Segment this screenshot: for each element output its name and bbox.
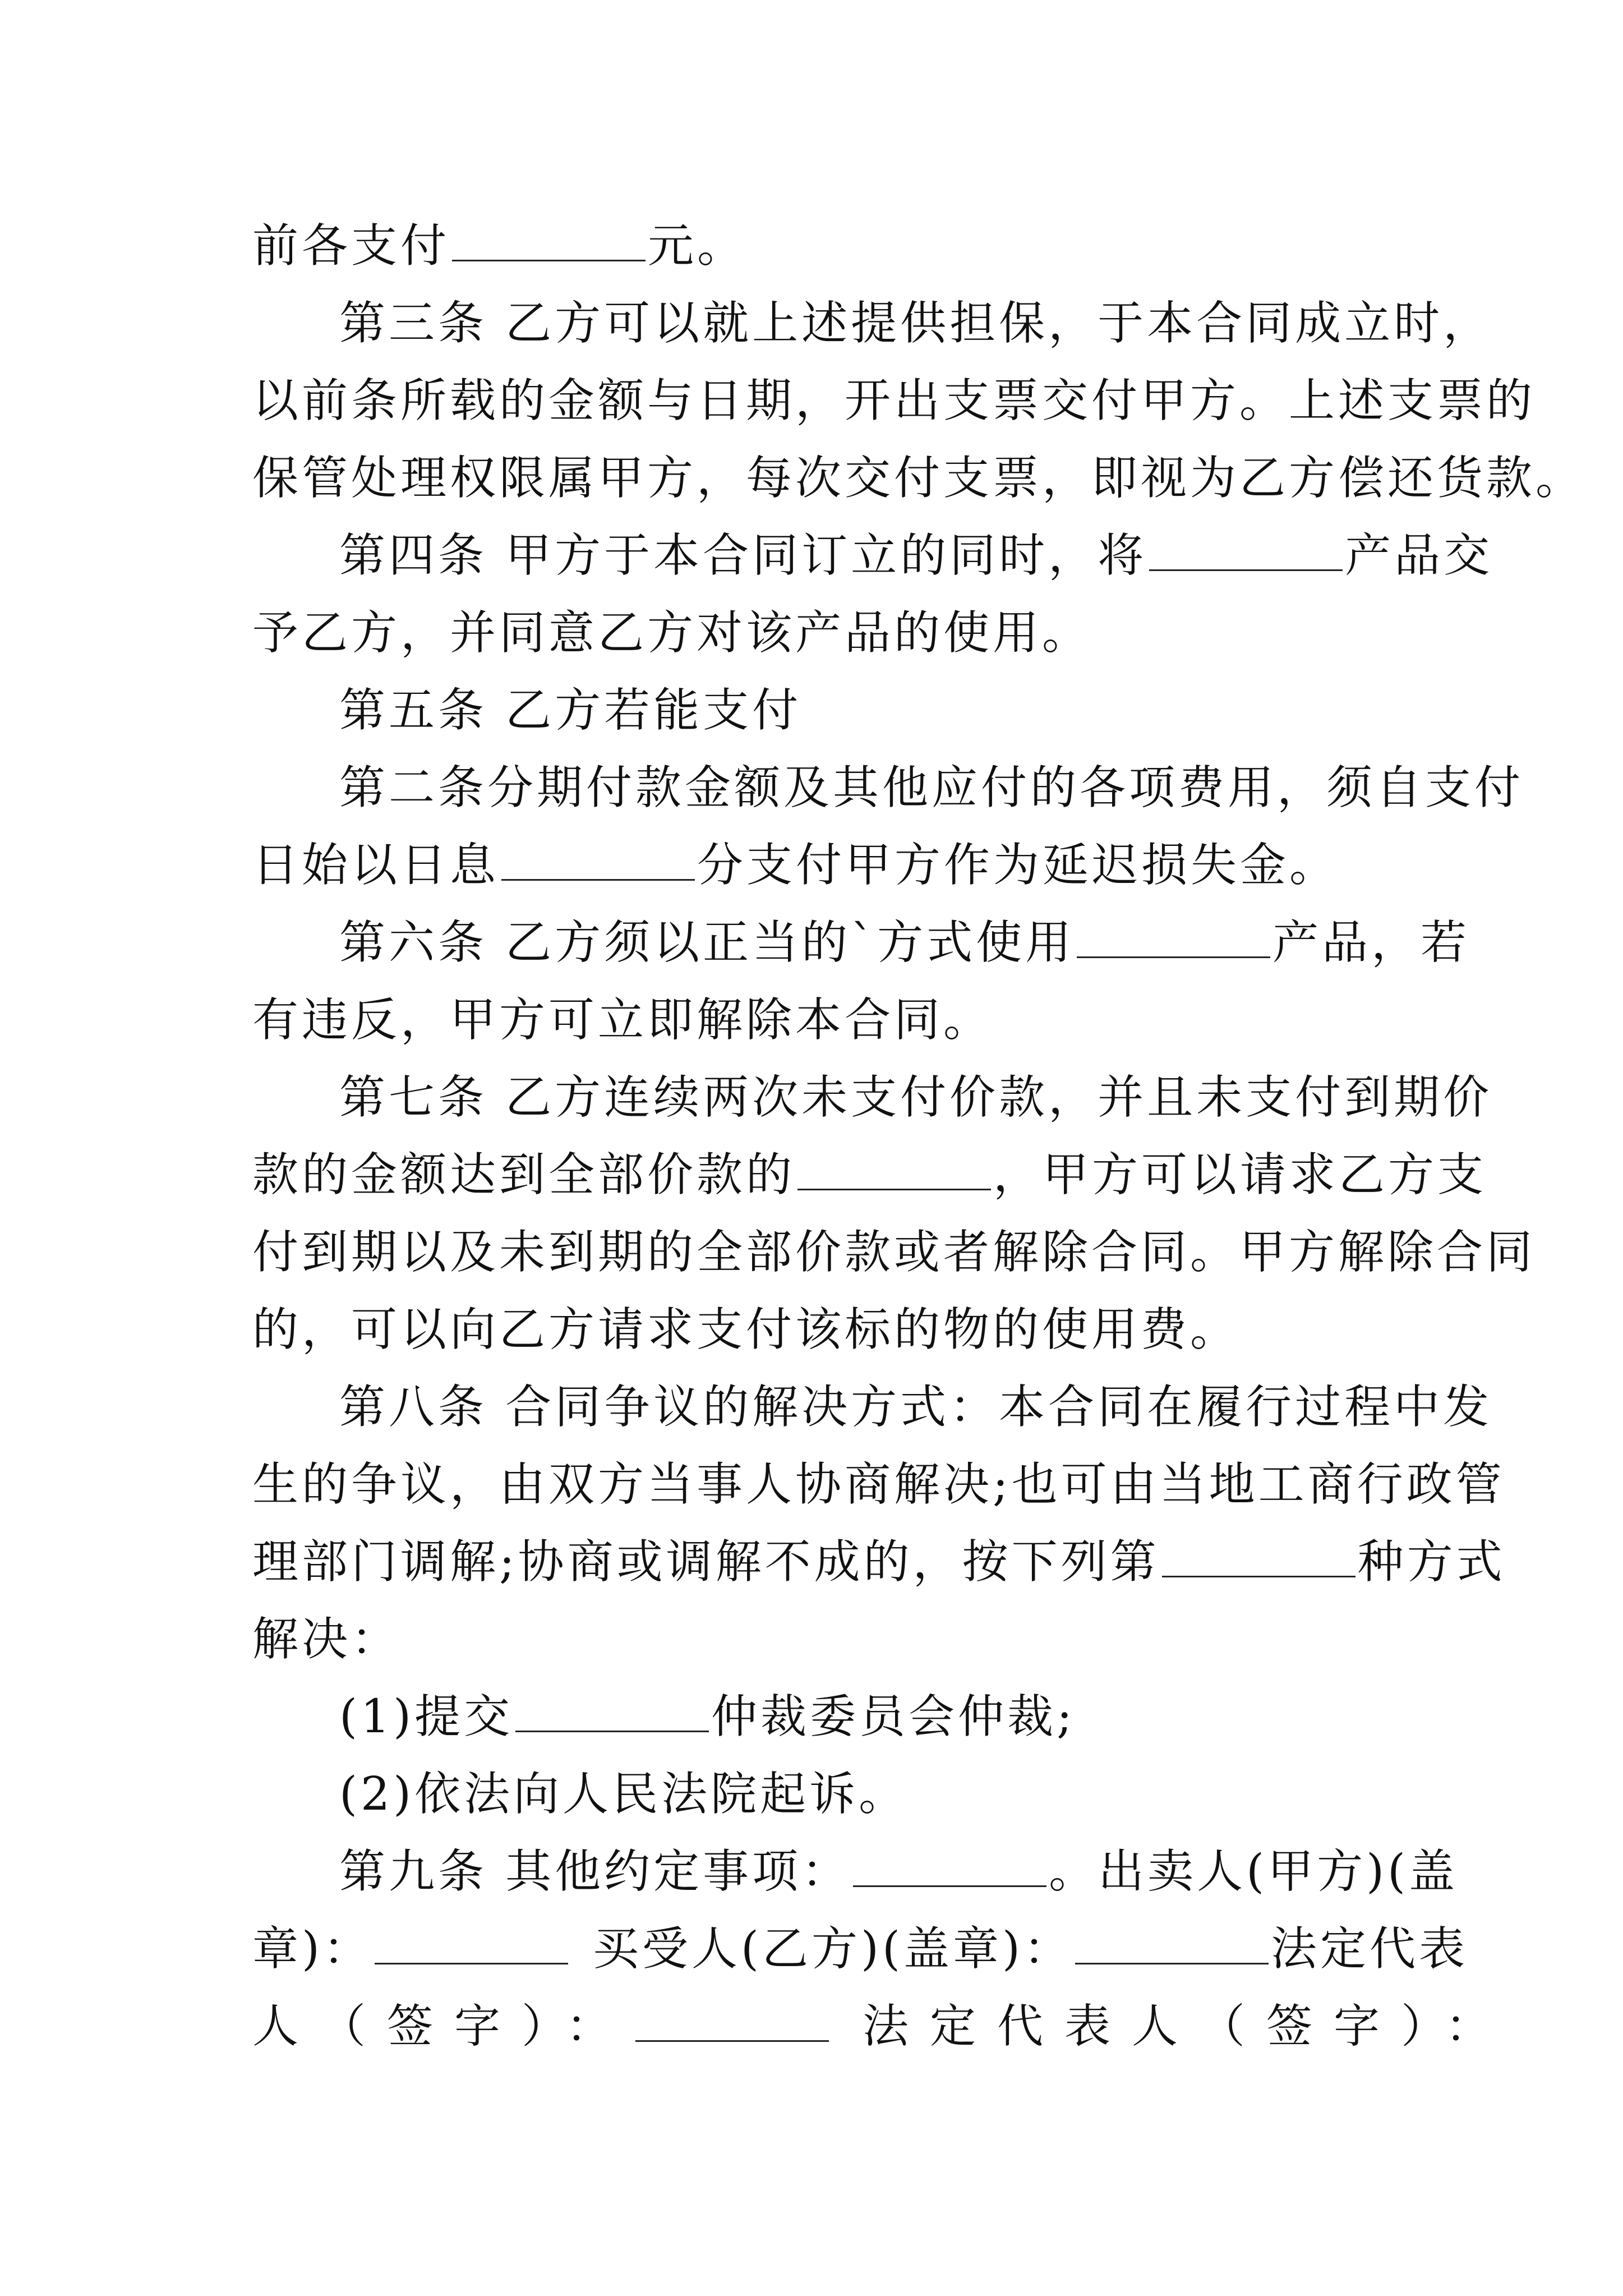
- text-line: 生的争议，由双方当事人协商解决;也可由当地工商行政管: [252, 1458, 1505, 1511]
- text-line: 的，可以向乙方请求支付该标的物的使用费。: [252, 1303, 1240, 1356]
- text-line: 以前条所载的金额与日期，开出支票交付甲方。上述支票的: [252, 374, 1536, 427]
- option-1-line: (1)提交 仲裁委员会仲裁;: [339, 1690, 1076, 1743]
- text-line: 前各支付 元。: [252, 219, 747, 273]
- fill-blank[interactable]: [797, 1149, 991, 1190]
- text-line: 付到期以及未到期的全部价款或者解除合同。甲方解除合同: [252, 1226, 1536, 1279]
- text-line: 理部门调解;协商或调解不成的，按下列第 种方式: [252, 1535, 1506, 1589]
- fill-blank[interactable]: [1149, 530, 1343, 571]
- text-line: 解决：: [252, 1613, 401, 1666]
- text-line: 予乙方，并同意乙方对该产品的使用。: [252, 606, 1092, 660]
- text-line: 有违反，甲方可立即解除本合同。: [252, 993, 993, 1047]
- article-5-line: 第五条 乙方若能支付: [339, 684, 802, 737]
- article-4-line: 第四条 甲方于本合同订立的同时，将 产品交: [339, 529, 1493, 582]
- text-line: 第二条分期付款金额及其他应付的各项费用，须自支付: [339, 761, 1524, 815]
- article-6-line: 第六条 乙方须以正当的`方式使用 产品，若: [339, 916, 1470, 969]
- option-2-line: (2)依法向人民法院起诉。: [339, 1768, 909, 1821]
- text-line: 日始以日息 分支付甲方作为延迟损失金。: [252, 839, 1339, 892]
- fill-blank[interactable]: [635, 2001, 829, 2042]
- article-8-line: 第八条 合同争议的解决方式：本合同在履行过程中发: [339, 1381, 1493, 1434]
- signature-line: 人（签字）： 法定代表人（签字）：: [252, 2000, 1513, 2053]
- fill-blank[interactable]: [1075, 1924, 1269, 1964]
- fill-blank[interactable]: [452, 220, 645, 261]
- article-3-line: 第三条 乙方可以就上述提供担保，于本合同成立时，: [339, 297, 1493, 350]
- fill-blank[interactable]: [1077, 917, 1270, 958]
- fill-blank[interactable]: [375, 1924, 568, 1964]
- text-line: 款的金额达到全部价款的 ，甲方可以请求乙方支: [252, 1148, 1487, 1202]
- fill-blank[interactable]: [501, 840, 695, 881]
- signature-line: 章)： 买受人(乙方)(盖章)： 法定代表: [252, 1922, 1468, 1976]
- fill-blank[interactable]: [853, 1846, 1046, 1887]
- fill-blank[interactable]: [515, 1691, 709, 1732]
- fill-blank[interactable]: [1162, 1536, 1355, 1577]
- article-9-line: 第九条 其他约定事项： 。出卖人(甲方)(盖: [339, 1845, 1459, 1898]
- text-line: 保管处理权限属甲方，每次交付支票，即视为乙方偿还货款。: [252, 452, 1585, 505]
- article-7-line: 第七条 乙方连续两次未支付价款，并且未支付到期价: [339, 1071, 1493, 1124]
